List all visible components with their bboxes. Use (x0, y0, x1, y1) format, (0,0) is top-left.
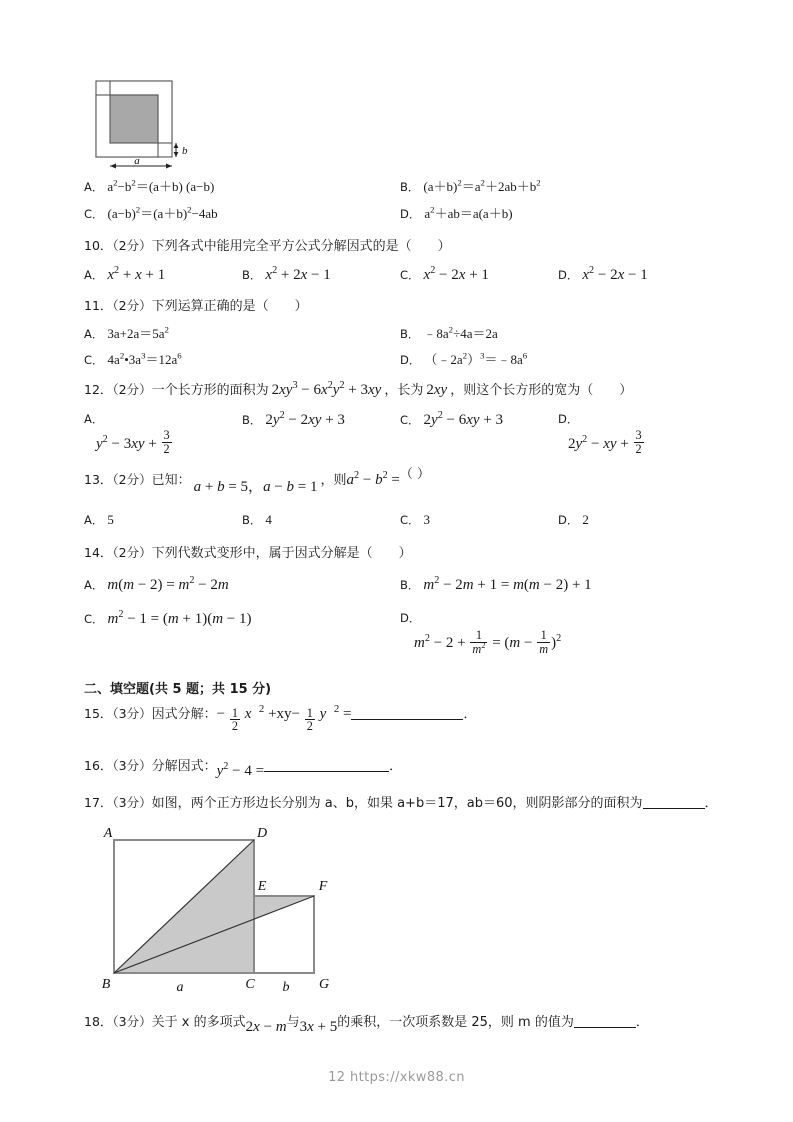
q12-number: 12． (84, 381, 113, 397)
option-label: C． (84, 206, 104, 221)
q18-expression-2: 3x + 5 (299, 1018, 338, 1035)
option-label: B． (400, 326, 420, 341)
q11-option-b[interactable] (400, 324, 716, 344)
q18-expression-1: 2x − m (245, 1018, 287, 1035)
q13-number: 13． (84, 472, 113, 488)
option-text: $x^2 - 2x + 1$ (423, 265, 489, 284)
q9-option-d[interactable] (400, 204, 716, 224)
q12-stem-text-3: ，则这个长方形的宽为（ (450, 382, 594, 398)
q12-stem-end: ） (619, 382, 633, 398)
option-text: $(a+b)^2=a^2+2ab+b^2$ (423, 177, 541, 194)
q11-stem-end: ） (294, 298, 308, 314)
q10-options (84, 264, 716, 287)
q12-option-c[interactable] (400, 409, 558, 432)
option-text: $4a^2•3a^3=12a^6$ (107, 350, 182, 368)
q10-option-a[interactable] (84, 264, 242, 287)
q13-stem-end: （ ） (399, 467, 431, 483)
figure-label-b: b (182, 145, 188, 157)
option-text: $m^2 - 1 = (m + 1)(m - 1)$ (107, 609, 252, 628)
q14-option-b[interactable] (400, 574, 716, 597)
option-text: $y^2 - 3xy$ + $\frac{3}{2}$ (96, 428, 170, 457)
option-label: B． (242, 268, 262, 283)
q17-answer-blank[interactable] (643, 795, 705, 809)
q12-option-a[interactable] (84, 409, 242, 456)
q14-stem-text: 下列代数式变形中，属于因式分解是（ (151, 545, 373, 561)
q15-stem-text: 因式分解： (151, 706, 217, 722)
q15-stem (84, 703, 716, 734)
q18-period: ． (635, 1014, 649, 1030)
option-label: C． (84, 612, 104, 627)
q10-stem-end: ） (437, 239, 451, 254)
q14-option-d[interactable] (400, 608, 716, 655)
q13-given-expression: a + b = 5，a − b = 1 (193, 479, 318, 496)
option-label: D． (558, 412, 579, 427)
option-text: $x^2 + x + 1$ (107, 265, 166, 284)
q11-option-d[interactable] (400, 350, 716, 370)
q11-options-row-2 (84, 350, 716, 370)
figure-label-a: a (134, 155, 140, 167)
q16-stem (84, 755, 716, 778)
q18-stem-text-2: 与 (286, 1014, 300, 1030)
q10-number: 10． (84, 238, 113, 253)
q12-option-b[interactable] (242, 409, 400, 432)
option-label: B． (242, 513, 262, 528)
option-label: C． (84, 353, 104, 368)
option-text: $2y^2 - 6xy + 3$ (423, 410, 504, 429)
option-text: $(﹣2a^2)^3=﹣8a^6$ (424, 350, 528, 368)
q17-number: 17． (84, 794, 113, 810)
q13-option-a[interactable] (84, 510, 242, 530)
q13-stem-text-2: ，则 (320, 473, 347, 489)
option-label: A． (84, 513, 104, 528)
q14-options-row-2 (84, 608, 716, 655)
vertex-label-G: G (318, 976, 330, 992)
q16-stem-text: 分解因式： (151, 759, 217, 775)
q12-option-d[interactable] (558, 409, 716, 456)
option-label: C． (400, 413, 420, 428)
q17-stem (84, 793, 716, 814)
option-label: A． (84, 577, 104, 592)
option-label: A． (84, 268, 104, 283)
q12-stem (84, 379, 716, 402)
vertex-label-B: B (102, 976, 111, 992)
q11-option-c[interactable] (84, 350, 400, 370)
q14-stem (84, 543, 716, 564)
option-text: $x^2 - 2x - 1$ (582, 265, 648, 284)
q15-expression: − $\frac{1}{2}$ x $^2$ +xy− $\frac{1}{2}$ y $^2$ = (216, 702, 352, 734)
q11-options-row-1 (84, 324, 716, 344)
q14-score: （2分） (112, 544, 152, 560)
option-label: D． (400, 206, 421, 221)
q14-option-c[interactable] (84, 608, 400, 631)
q11-number: 11． (84, 297, 113, 313)
q14-option-a[interactable] (84, 574, 400, 597)
side-label-a: a (176, 979, 184, 993)
q16-score: （3分） (112, 758, 152, 774)
q18-answer-blank[interactable] (574, 1014, 636, 1028)
option-text: $m^2 - 2$ + $\frac{1}{m^2}$ = (m − $\frac{1}{m}$ )$^2$ (414, 627, 562, 656)
option-label: B． (400, 180, 420, 194)
vertex-label-E: E (257, 878, 267, 894)
q18-stem-text-1: 关于 x 的多项式 (151, 1014, 246, 1030)
option-text: $a^2+ab=a(a+b)$ (424, 204, 513, 221)
q14-stem-end: ） (398, 545, 412, 561)
option-text: $(a-b)^2=(a+b)^2-4ab$ (107, 204, 218, 221)
q13-score: （2分） (112, 472, 152, 488)
option-label: A． (84, 180, 104, 194)
q17-stem-text: 如图，两个正方形边长分别为 a、b，如果 a+b＝17，ab＝60，则阴影部分的面积为 (151, 795, 643, 811)
q17-score: （3分） (112, 794, 152, 810)
q9-option-a[interactable] (84, 177, 400, 197)
q12-stem-text-2: ，长为 (384, 382, 424, 398)
q13-stem-text-1: 已知： (151, 473, 191, 489)
q12-score: （2分） (112, 381, 152, 397)
nested-squares-svg (92, 78, 262, 170)
option-label: D． (558, 268, 579, 283)
vertex-label-C: C (245, 976, 255, 992)
q16-expression: $y^2 - 4$ = (216, 761, 265, 780)
q9-options-row-2 (84, 204, 716, 224)
section-2-heading: 二、填空题(共 5 题；共 15 分) (84, 681, 272, 697)
q11-score: （2分） (112, 297, 152, 313)
q18-stem (84, 1011, 716, 1034)
q11-option-a[interactable] (84, 324, 400, 344)
q18-number: 18． (84, 1013, 113, 1029)
option-text: $a^2-b^2=(a+b)$ (a−b) (107, 177, 215, 194)
two-squares-svg (102, 828, 347, 993)
q15-answer-blank[interactable] (351, 706, 463, 720)
q13-option-c[interactable] (400, 510, 558, 530)
option-text: $3a+2a=5a^2$ (107, 324, 169, 341)
option-text: 2 (582, 512, 589, 528)
option-label: A． (84, 326, 104, 341)
q12-length-expression: 2xy (426, 381, 448, 398)
option-text: $m(m - 2) = m^2 - 2m$ (107, 574, 229, 593)
q10-option-c[interactable] (400, 264, 558, 287)
q12-stem-text-1: 一个长方形的面积为 (151, 382, 269, 398)
option-text: 4 (265, 512, 272, 528)
q13-option-b[interactable] (242, 510, 400, 530)
q10-option-d[interactable] (558, 264, 716, 287)
option-label: C． (400, 268, 420, 283)
vertex-label-A: A (103, 827, 113, 841)
option-label: C． (400, 513, 420, 528)
option-label: A． (84, 412, 104, 427)
q13-stem (84, 467, 716, 496)
q14-options-row-1 (84, 574, 716, 597)
q13-option-d[interactable] (558, 510, 716, 530)
figure-nested-squares (92, 78, 262, 170)
q13-target-expression: $a^2 - b^2$ = (346, 470, 400, 489)
option-text: $﹣8a^2\div 4a=2a$ (423, 324, 498, 341)
q12-options (84, 409, 716, 456)
option-text: $2y^2 - 2xy + 3$ (265, 410, 345, 429)
figure-two-squares (102, 828, 347, 993)
option-text: $2y^2$ − xy + $\frac{3}{2}$ (568, 428, 642, 457)
q16-period: ． (389, 759, 403, 775)
q18-stem-text-3: 的乘积，一次项系数是 25，则 m 的值为 (337, 1014, 574, 1030)
option-label: D． (400, 353, 421, 368)
q15-period: ． (463, 706, 477, 722)
q10-stem (84, 236, 716, 257)
q17-period: ． (704, 795, 718, 811)
option-text: $x^2 + 2x - 1$ (265, 265, 331, 284)
q13-options (84, 510, 716, 530)
q9-option-b[interactable] (400, 177, 716, 197)
page-footer: 12 https://xkw88.cn (328, 1070, 465, 1085)
q10-score: （2分） (112, 238, 152, 253)
option-text: 3 (423, 512, 431, 528)
q10-stem-text: 下列各式中能用完全平方公式分解因式的是（ (151, 239, 412, 254)
option-text: 5 (107, 512, 114, 528)
q16-answer-blank[interactable] (264, 759, 389, 773)
option-label: D． (558, 513, 579, 528)
option-label: B． (400, 577, 420, 592)
q9-options-row-1 (84, 177, 716, 197)
q14-number: 14． (84, 544, 113, 560)
q10-option-b[interactable] (242, 264, 400, 287)
q15-score: （3分） (112, 705, 152, 721)
option-label: D． (400, 611, 421, 626)
q12-area-expression: $2xy^3 - 6x^2y^2 + 3xy$ (271, 379, 382, 398)
q15-number: 15． (84, 705, 113, 721)
q11-stem (84, 296, 716, 317)
q11-stem-text: 下列运算正确的是（ (151, 298, 269, 314)
q16-number: 16． (84, 758, 113, 774)
q18-score: （3分） (112, 1013, 152, 1029)
vertex-label-D: D (256, 827, 268, 841)
page-content (84, 78, 716, 1034)
option-label: B． (242, 413, 262, 428)
option-text: $m^2 - 2m + 1 = m(m - 2) + 1$ (423, 574, 592, 593)
q9-option-c[interactable] (84, 204, 400, 224)
vertex-label-F: F (318, 878, 328, 894)
side-label-b: b (282, 979, 290, 993)
